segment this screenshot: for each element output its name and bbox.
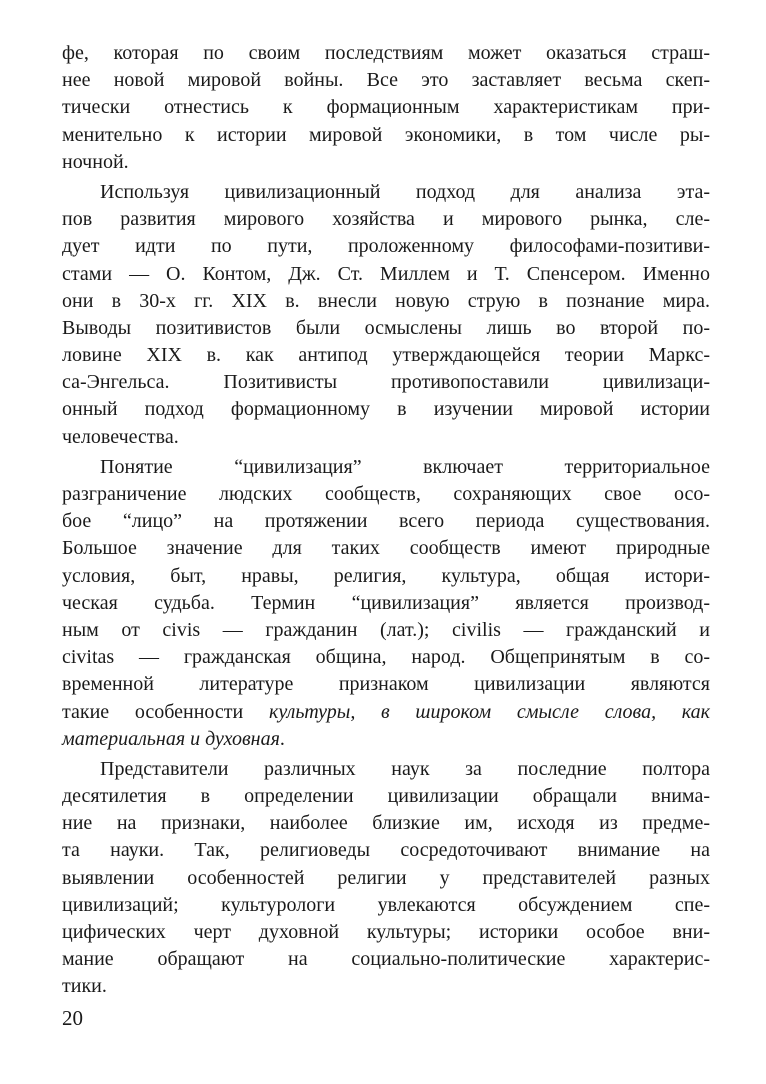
text-line: бое “лицо” на протяжении всего периода существования. [62,510,710,533]
text-line: разграничение людских сообществ, сохраняющих свое осо- [62,483,710,505]
text-line: ночной. [62,150,129,173]
text-line: Представители различных наук за последние полтора [100,757,710,780]
text-line: са-Энгельса. Позитивисты противопоставили цивилизаци- [62,371,710,394]
text-line: цифических черт духовной культуры; историки особое вни- [62,921,710,943]
paragraph-4 [62,756,710,1001]
text-line: цивилизаций; культурологи увлекаются обсуждением спе- [62,893,710,916]
text-line: тически отнестись к формационным характеристикам при- [62,96,710,119]
text-line: Используя цивилизационный подход для анализа эта- [100,180,710,203]
text-line: онный подход формационному в изучении мировой истории [62,398,710,421]
text-line: Выводы позитивистов были осмыслены лишь во второй по- [62,316,710,339]
paragraph-2 [62,179,710,451]
text-line: Понятие “цивилизация” включает территориальное [100,455,710,478]
text-line: менительно к истории мировой экономики, в том числе ры- [62,123,710,146]
paragraph-3 [62,454,710,753]
text-line: мание обращают на социально-политические характерис- [62,948,710,971]
text-line: условия, быт, нравы, религия, культура, общая истори- [62,564,710,587]
text-fragment: такие особенности [62,700,269,723]
text-line: фе, которая по своим последствиям может оказаться страш- [62,42,710,64]
paragraph-1 [62,40,710,176]
text-line: civitas — гражданская община, народ. Общепринятым в со- [62,646,710,669]
text-line: человечества. [62,425,179,448]
text-line: Большое значение для таких сообществ имеют природные [62,537,710,560]
text-line: ческая судьба. Термин “цивилизация” является производ- [62,591,710,614]
text-line: дует идти по пути, проложенному философами-позитиви- [62,235,710,258]
italic-text-fragment: материальная и духовная [62,727,280,750]
text-line: десятилетия в определении цивилизации обращали внима- [62,785,710,808]
text-line: они в 30-х гг. XIX в. внесли новую струю в познание мира. [62,289,710,312]
page-text-body [62,40,710,1001]
text-line: та науки. Так, религиоведы сосредоточивают внимание на [62,839,710,862]
text-line: стами — О. Контом, Дж. Ст. Миллем и Т. Спенсером. Именно [62,262,710,285]
text-line: ние на признаки, наиболее близкие им, исходя из предме- [62,812,710,835]
text-line [62,726,710,753]
text-fragment: . [279,727,285,750]
text-line: тики. [62,975,107,998]
text-line: ным от civis — гражданин (лат.); civilis — гражданский и [62,618,710,641]
text-line: временной литературе признаком цивилизации являются [62,673,710,696]
text-line: нее новой мировой войны. Все это заставляет весьма скеп- [62,69,710,92]
text-line: выявлении особенностей религии у представителей разных [62,866,710,889]
italic-text-fragment: культуры, в широком смысле слова, как [268,700,710,723]
text-line [62,699,710,726]
text-line: ловине XIX в. как антипод утверждающейся теории Маркс- [62,344,710,367]
text-line: пов развития мирового хозяйства и мирового рынка, сле- [62,208,710,231]
page-number: 20 [62,1006,83,1030]
